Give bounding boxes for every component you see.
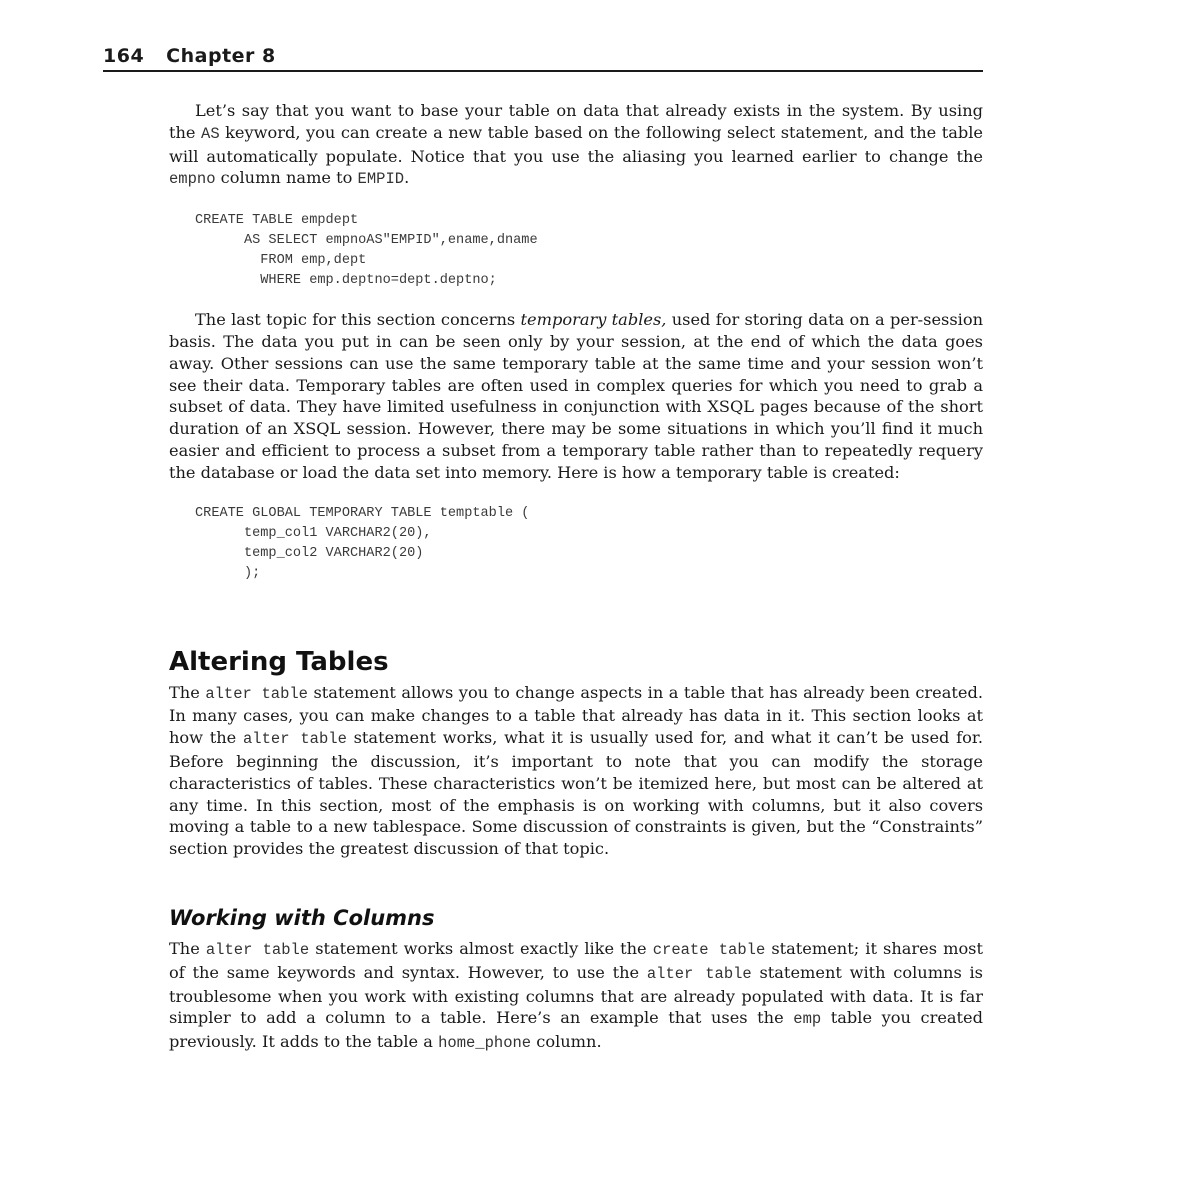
inline-code: emp <box>793 1010 822 1029</box>
page-body <box>169 100 983 1055</box>
inline-code: alter table <box>646 964 752 983</box>
inline-code: EMPID <box>357 170 405 189</box>
paragraph-altering-tables: The alter table statement allows you to change aspects in a table that has already been created. In many cases, you can make changes to a table that already has data in it. This section looks at how the alter table statement works, what it is usually used for, and what it can’t be used for. Before beginning the discussion, it’s important to note that you can modify the storage characteristics of tables. These characteristics won’t be itemized here, but most can be altered at any time. In this section, most of the emphasis is on working with columns, but it also covers moving a table to a new tablespace. Some discussion of constraints is given, but the “Constraints” section provides the greatest discussion of that topic. <box>169 682 983 859</box>
chapter-title: Chapter 8 <box>166 45 276 67</box>
section-heading-altering-tables: Altering Tables <box>169 646 389 677</box>
inline-code: AS <box>201 124 220 143</box>
paragraph-working-with-columns: The alter table statement works almost exactly like the create table statement; it shares most of the same keywords and syntax. However, to use the alter table statement with columns is troublesome when you work with existing columns that are already populated with data. It is far simpler to add a column to a table. Here’s an example that uses the emp table you created previously. It adds to the table a home_phone column. <box>169 938 983 1053</box>
code-block-create-empdept: CREATE TABLE empdept AS SELECT empnoAS"EMPID",ename,dname FROM emp,dept WHERE emp.deptno=dept.deptno; <box>195 213 538 289</box>
inline-code: alter table <box>205 684 308 703</box>
page-header <box>103 44 983 72</box>
code-block-create-temptable: CREATE GLOBAL TEMPORARY TABLE temptable ( temp_col1 VARCHAR2(20), temp_col2 VARCHAR2(20) ); <box>195 505 530 581</box>
inline-code: alter table <box>242 730 347 749</box>
inline-code: empno <box>169 170 216 189</box>
subsection-heading-working-with-columns: Working with Columns <box>169 905 435 930</box>
paragraph-temporary-tables: The last topic for this section concerns temporary tables, used for storing data on a per-session basis. The data you put in can be seen only by your session, at the end of which the data goes away. Other sessions can use the same temporary table at the same time and your session won’t see their data. Temporary tables are often used in complex queries for which you need to grab a subset of data. They have limited usefulness in conjunction with XSQL pages because of the short duration of an XSQL session. However, there may be some situations in which you’ll find it much easier and efficient to process a subset from a temporary table rather than to repeatedly requery the database or load the data set into memory. Here is how a temporary table is created: <box>169 310 983 482</box>
inline-code: alter table <box>205 940 310 959</box>
page-number: 164 <box>103 45 145 67</box>
emphasis-term: temporary tables, <box>520 310 667 330</box>
paragraph-create-as-select: Let’s say that you want to base your table on data that already exists in the system. By using the AS keyword, you can create a new table based on the following select statement, and the table will automatically populate. Notice that you use the aliasing you learned earlier to change the empno column name to EMPID. <box>169 101 983 189</box>
inline-code: home_phone <box>438 1034 532 1053</box>
inline-code: create table <box>652 940 766 959</box>
